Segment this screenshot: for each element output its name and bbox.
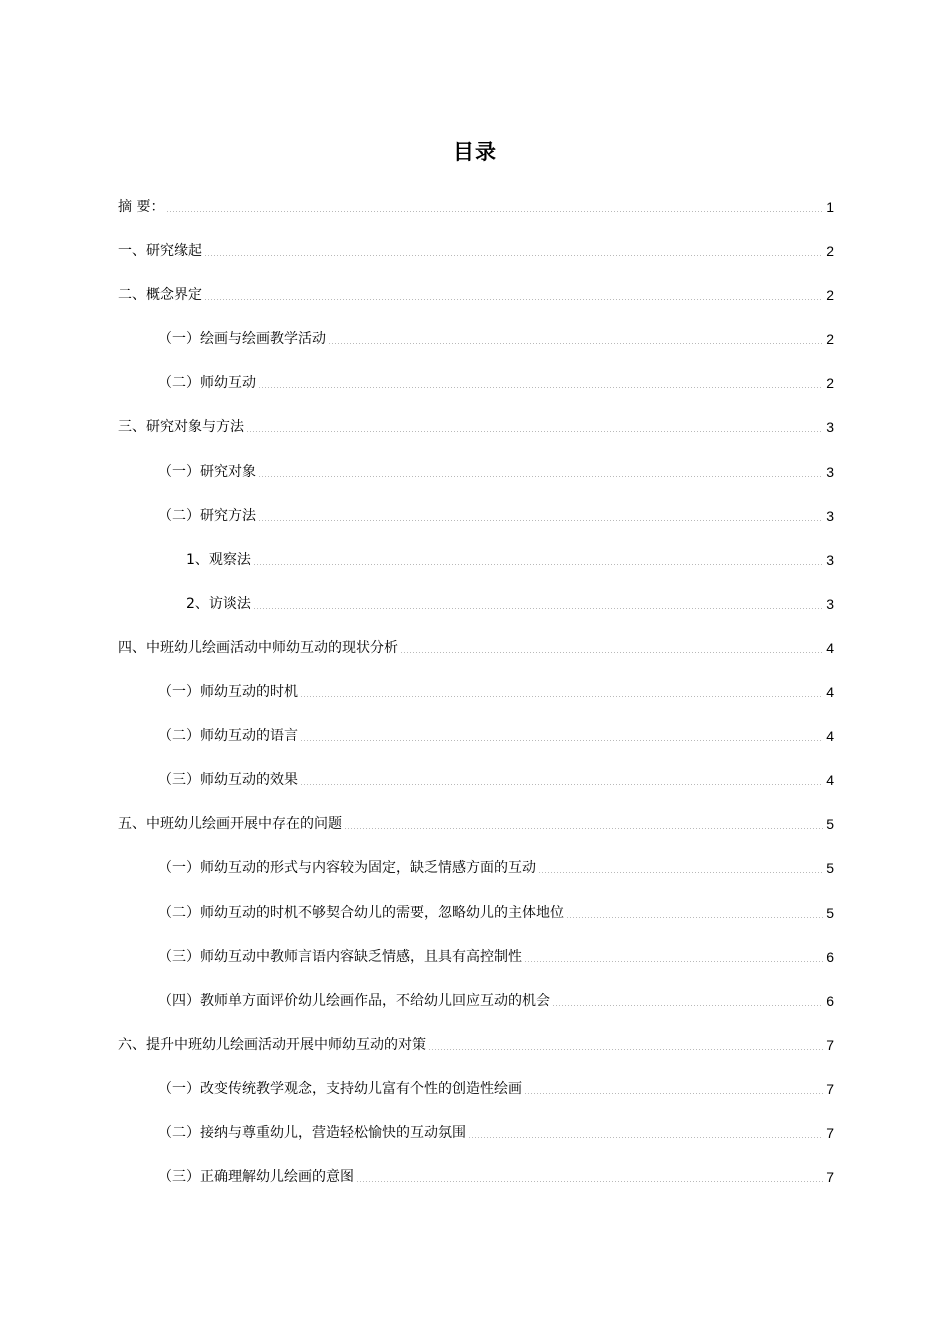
toc-page-number: 7 [826, 1036, 834, 1053]
toc-entry-text: （四）教师单方面评价幼儿绘画作品，不给幼儿回应互动的机会 [158, 992, 550, 1009]
toc-dot-leader [258, 505, 823, 521]
toc-entry-text: （二）接纳与尊重幼儿，营造轻松愉快的互动氛围 [158, 1124, 466, 1141]
toc-entry[interactable] [118, 990, 834, 1034]
toc-page-number: 2 [826, 243, 834, 260]
toc-dot-leader [166, 196, 823, 212]
toc-dot-leader [552, 990, 823, 1006]
toc-page-number: 2 [826, 287, 834, 304]
toc-page-number: 7 [826, 1169, 834, 1186]
toc-title: 目录 [453, 140, 497, 164]
toc-dot-leader [356, 1166, 823, 1182]
toc-entry[interactable] [118, 1166, 834, 1210]
toc-entry[interactable] [118, 813, 834, 857]
toc-entry-text: 三、研究对象与方法 [118, 419, 244, 436]
toc-page-number: 3 [826, 419, 834, 436]
toc-entry-text: （一）研究对象 [158, 463, 256, 480]
toc-page-number: 3 [826, 551, 834, 568]
toc-entry[interactable] [118, 1122, 834, 1166]
toc-entry-text: 四、中班幼儿绘画活动中师幼互动的现状分析 [118, 639, 398, 656]
toc-page-number: 7 [826, 1080, 834, 1097]
toc-page-number: 3 [826, 507, 834, 524]
toc-page-number: 4 [826, 772, 834, 789]
toc-page-number: 3 [826, 595, 834, 612]
toc-page-number: 2 [826, 331, 834, 348]
table-of-contents [118, 196, 834, 1210]
toc-page-number: 4 [826, 728, 834, 745]
toc-entry-text: （三）正确理解幼儿绘画的意图 [158, 1169, 354, 1186]
toc-entry[interactable] [118, 284, 834, 328]
toc-dot-leader [566, 902, 823, 918]
toc-dot-leader [300, 681, 823, 697]
toc-entry-text: 六、提升中班幼儿绘画活动开展中师幼互动的对策 [118, 1036, 426, 1053]
toc-entry[interactable] [118, 240, 834, 284]
toc-dot-leader [300, 725, 823, 741]
toc-entry[interactable] [118, 1078, 834, 1122]
toc-dot-leader [246, 416, 823, 432]
toc-entry-text: （一）绘画与绘画教学活动 [158, 331, 326, 348]
toc-entry[interactable] [118, 681, 834, 725]
toc-entry-text: 五、中班幼儿绘画开展中存在的问题 [118, 816, 342, 833]
toc-dot-leader [524, 1078, 823, 1094]
toc-entry-text: 二、概念界定 [118, 287, 202, 304]
toc-dot-leader [468, 1122, 823, 1138]
toc-page-number: 6 [826, 992, 834, 1009]
toc-entry-text: （一）改变传统教学观念，支持幼儿富有个性的创造性绘画 [158, 1080, 522, 1097]
toc-page-number: 5 [826, 904, 834, 921]
toc-entry-text: （三）师幼互动中教师言语内容缺乏情感，且具有高控制性 [158, 948, 522, 965]
toc-entry-text: （三）师幼互动的效果 [158, 772, 298, 789]
toc-entry[interactable] [118, 196, 834, 240]
toc-page-number: 5 [826, 860, 834, 877]
toc-page-number: 5 [826, 816, 834, 833]
toc-page-number: 7 [826, 1124, 834, 1141]
toc-entry[interactable] [118, 857, 834, 901]
toc-dot-leader [253, 593, 823, 609]
toc-page-number: 2 [826, 375, 834, 392]
toc-page-number: 4 [826, 684, 834, 701]
toc-entry-text: （二）研究方法 [158, 507, 256, 524]
toc-entry-text: 2、访谈法 [186, 595, 251, 612]
toc-page-number: 1 [826, 199, 834, 215]
toc-entry[interactable] [118, 593, 834, 637]
toc-page-number: 6 [826, 948, 834, 965]
toc-entry[interactable] [118, 505, 834, 549]
toc-entry[interactable] [118, 372, 834, 416]
toc-entry[interactable] [118, 549, 834, 593]
toc-dot-leader [428, 1034, 823, 1050]
toc-entry-text: （二）师幼互动 [158, 375, 256, 392]
toc-entry-text: 1、观察法 [186, 551, 251, 568]
toc-entry[interactable] [118, 637, 834, 681]
toc-dot-leader [400, 637, 823, 653]
toc-dot-leader [344, 813, 823, 829]
toc-entry-text: 摘 要： [118, 199, 165, 215]
toc-entry[interactable] [118, 416, 834, 460]
toc-entry-text: （二）师幼互动的语言 [158, 728, 298, 745]
toc-dot-leader [328, 328, 823, 344]
toc-entry[interactable] [118, 902, 834, 946]
toc-entry[interactable] [118, 769, 834, 813]
toc-dot-leader [204, 240, 823, 256]
toc-entry[interactable] [118, 1034, 834, 1078]
toc-dot-leader [253, 549, 823, 565]
toc-dot-leader [538, 857, 823, 873]
toc-dot-leader [524, 946, 823, 962]
toc-entry-text: （一）师幼互动的形式与内容较为固定，缺乏情感方面的互动 [158, 860, 536, 877]
toc-entry-text: （一）师幼互动的时机 [158, 684, 298, 701]
toc-dot-leader [258, 372, 823, 388]
toc-entry[interactable] [118, 946, 834, 990]
toc-dot-leader [204, 284, 823, 300]
toc-entry-text: （二）师幼互动的时机不够契合幼儿的需要，忽略幼儿的主体地位 [158, 904, 564, 921]
toc-page-number: 3 [826, 463, 834, 480]
toc-dot-leader [300, 769, 823, 785]
toc-entry[interactable] [118, 328, 834, 372]
toc-page-number: 4 [826, 639, 834, 656]
toc-dot-leader [258, 461, 823, 477]
toc-entry[interactable] [118, 461, 834, 505]
toc-entry[interactable] [118, 725, 834, 769]
toc-entry-text: 一、研究缘起 [118, 243, 202, 260]
